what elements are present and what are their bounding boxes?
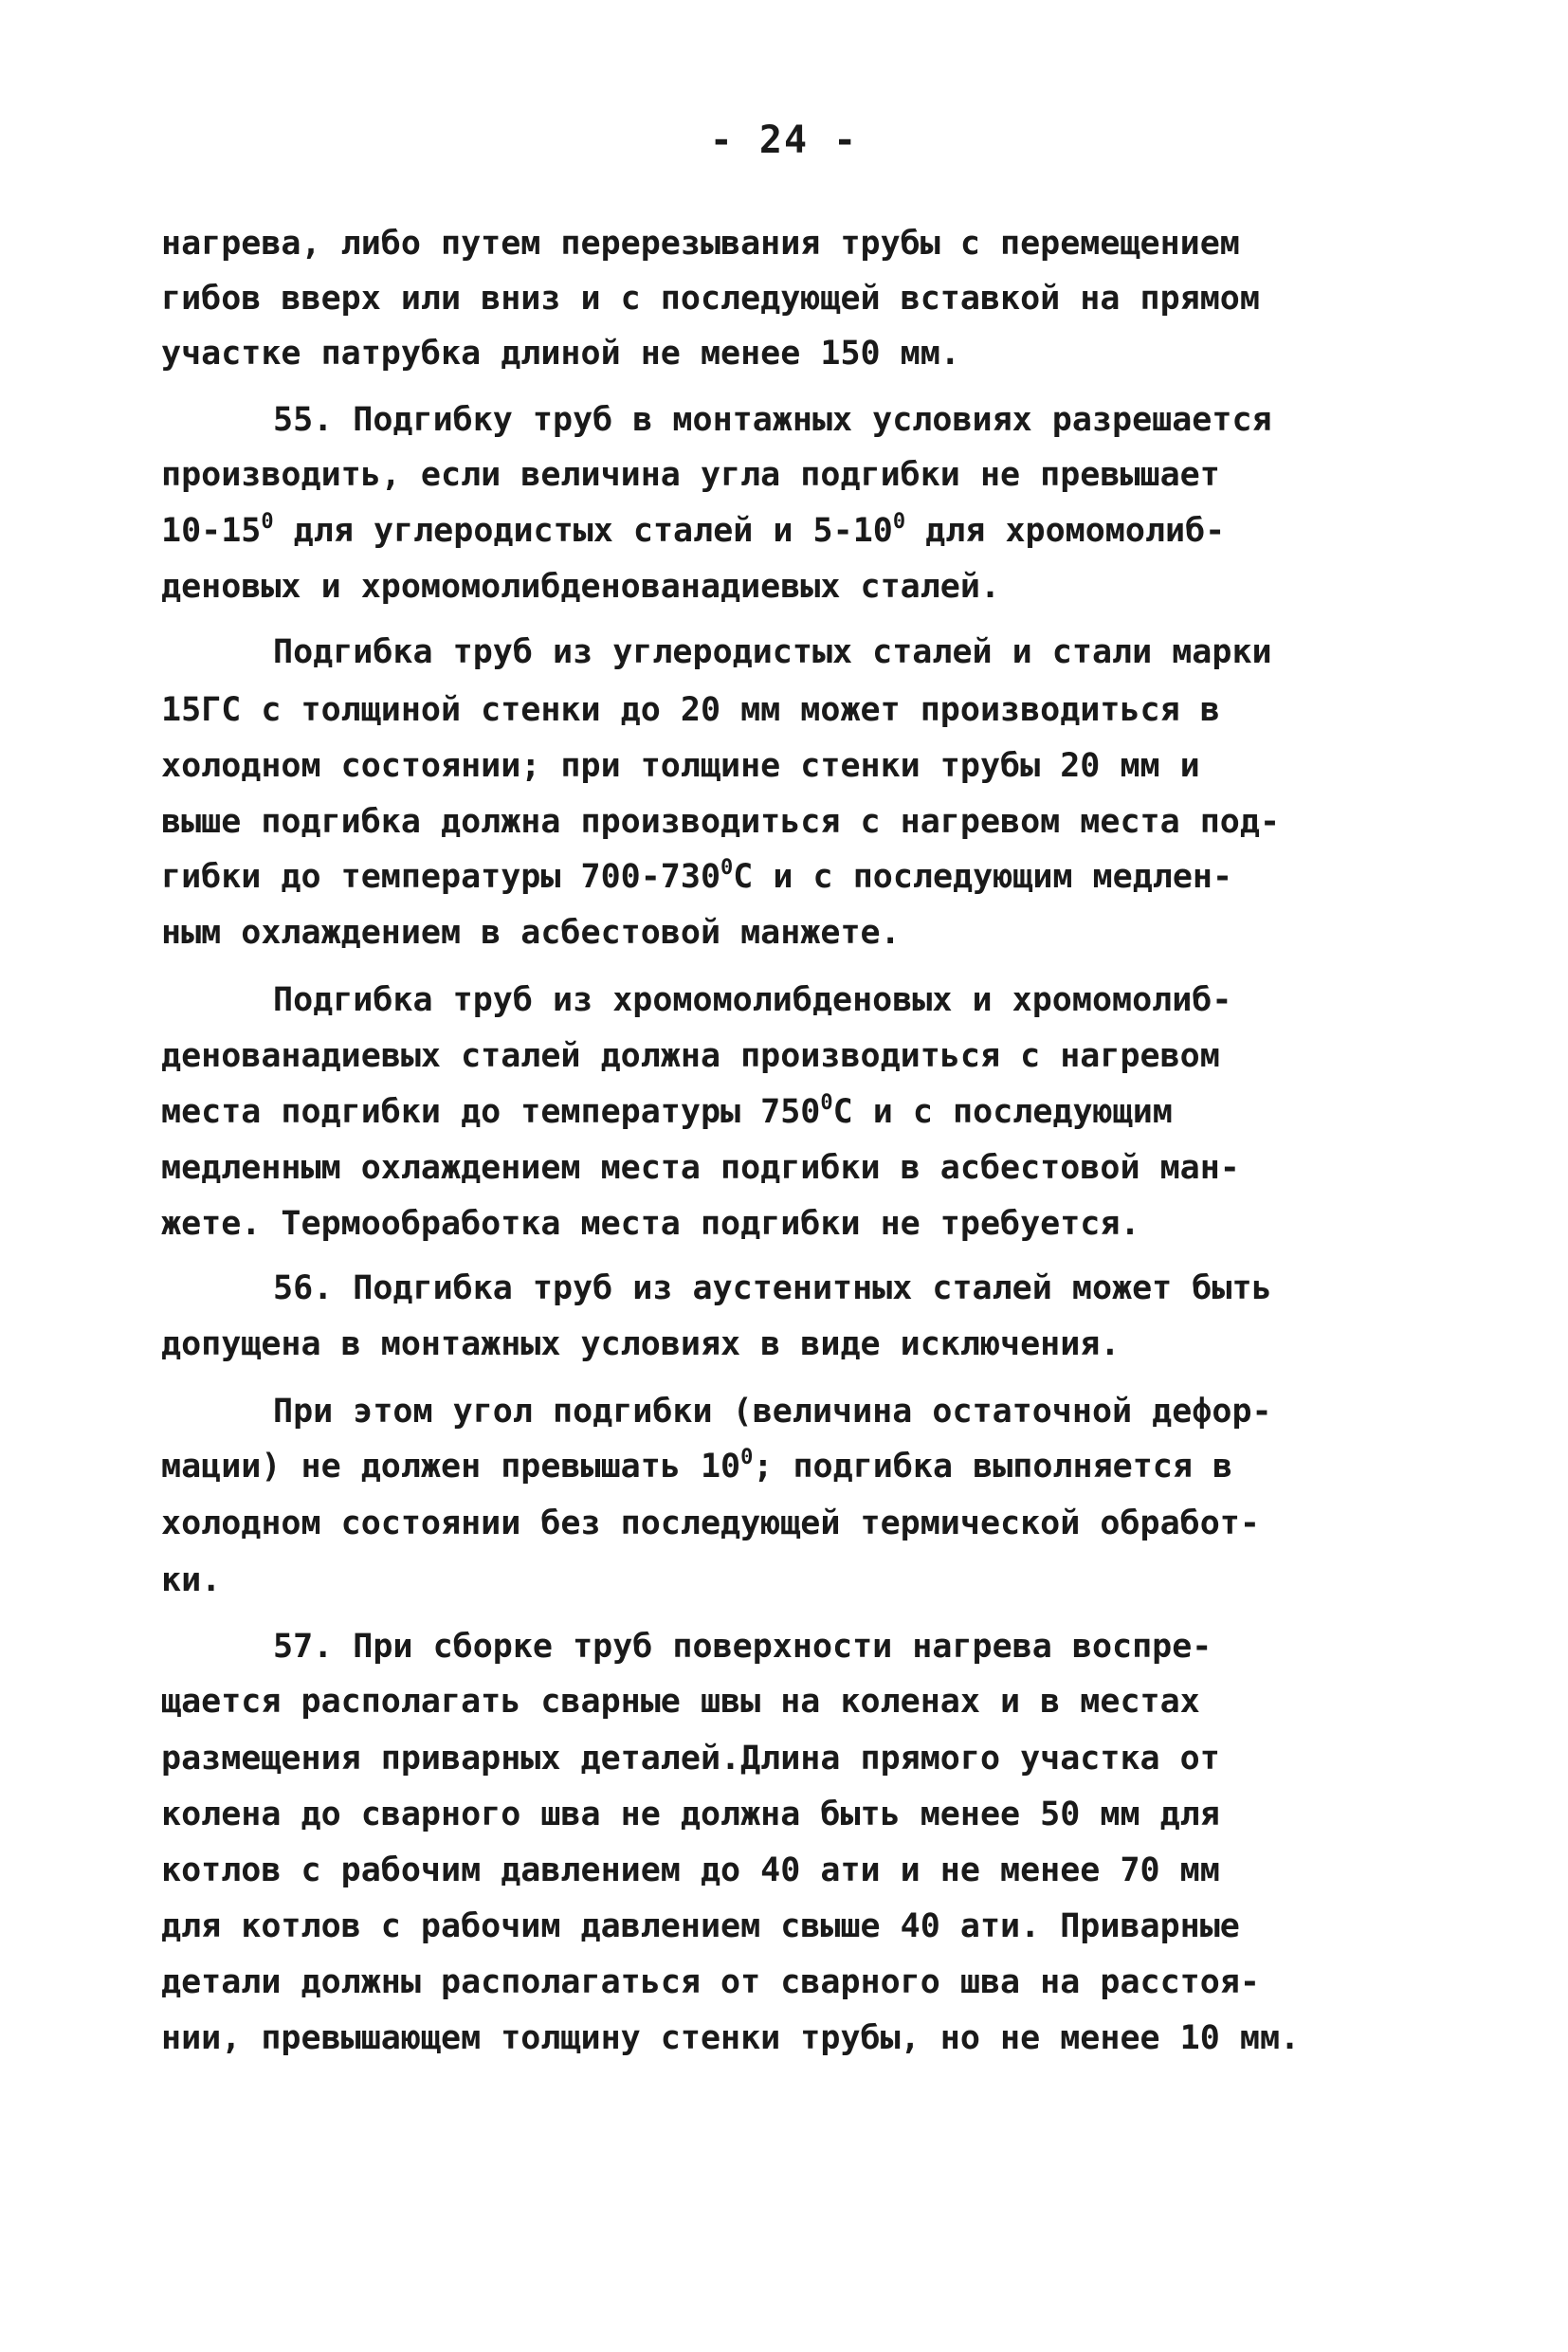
text-segment: колена до сварного шва не должна быть менее 50 мм для [161,1796,1220,1833]
text-line [161,454,1220,496]
text-line [161,1446,1232,1487]
text-segment: места подгибки до температуры 750 [161,1093,821,1131]
text-line [161,278,1260,319]
text-segment: для котлов с рабочим давлением свыше 40 ати. Приварные [161,1907,1240,1945]
text-line [161,1323,1120,1365]
text-segment: С и с последующим [832,1093,1173,1131]
text-line [161,1738,1220,1779]
text-segment: ки. [161,1561,222,1599]
text-segment: для хромомолиб- [905,512,1226,550]
text-segment: ; подгибка выполняется в [753,1448,1233,1486]
text-segment: холодном состоянии без последующей термической обработ- [161,1504,1260,1542]
text-line [161,1905,1240,1947]
text-segment: котлов с рабочим давлением до 40 ати и не менее 70 мм [161,1851,1220,1889]
text-segment: нии, превышающем толщину стенки трубы, но не менее 10 мм. [161,2019,1301,2057]
text-segment: 57. При сборке труб поверхности нагрева воспре- [273,1628,1212,1666]
text-segment: Подгибка труб из углеродистых сталей и стали марки [273,633,1272,671]
text-line [161,856,1232,898]
text-segment: гибов вверх или вниз и с последующей вставкой на прямом [161,280,1260,318]
text-segment: холодном состоянии; при толщине стенки трубы 20 мм и [161,747,1200,785]
text-line [161,1147,1240,1189]
text-segment: выше подгибка должна производиться с нагревом места под- [161,803,1281,841]
text-segment: допущена в монтажных условиях в виде исключения. [161,1325,1121,1363]
text-segment: Подгибка труб из хромомолибденовых и хромомолиб- [273,981,1232,1019]
text-line [161,1961,1260,2003]
superscript-degree: 0 [820,1091,833,1115]
text-line [161,1850,1220,1891]
text-segment: гибки до температуры 700-730 [161,858,721,896]
text-line [273,1626,1212,1668]
text-segment: 10-15 [161,512,262,550]
text-line [161,745,1200,787]
text-segment: 56. Подгибка труб из аустенитных сталей может быть [273,1269,1272,1307]
superscript-degree: 0 [261,510,274,534]
text-segment: мации) не должен превышать 10 [161,1448,741,1486]
superscript-degree: 0 [740,1446,754,1469]
text-segment: жете. Термообработка места подгибки не требуется. [161,1205,1140,1243]
page-number: - 24 - [709,119,859,162]
text-line [273,399,1272,441]
text-line [161,689,1220,731]
text-line [161,566,1000,608]
text-line [161,1794,1220,1835]
text-segment: деновых и хромомолибденованадиевых сталей. [161,568,1001,606]
text-line [161,1091,1173,1133]
text-line [161,1503,1260,1544]
text-line [161,912,901,954]
text-line [273,631,1272,673]
text-segment: При этом угол подгибки (величина остаточной дефор- [273,1393,1272,1431]
superscript-degree: 0 [892,510,906,534]
text-segment: щается располагать сварные швы на коленах и в местах [161,1683,1200,1721]
text-line [273,1267,1272,1309]
text-line [273,1391,1272,1432]
text-line [161,1681,1200,1723]
text-line [161,1559,221,1601]
text-line [273,979,1231,1021]
text-segment: С и с последующим медлен- [733,858,1233,896]
text-segment: медленным охлаждением места подгибки в асбестовой ман- [161,1149,1240,1187]
text-segment: ным охлаждением в асбестовой манжете. [161,914,901,952]
text-segment: участке патрубка длиной не менее 150 мм. [161,335,960,373]
text-segment: нагрева, либо путем перерезывания трубы с перемещением [161,225,1240,263]
text-line [161,333,960,374]
text-line [161,801,1280,843]
text-segment: денованадиевых сталей должна производиться с нагревом [161,1037,1220,1075]
text-segment: размещения приварных деталей.Длина прямого участка от [161,1740,1220,1778]
text-segment: 55. Подгибку труб в монтажных условиях разрешается [273,401,1272,439]
text-line [161,510,1225,552]
text-segment: 15ГС с толщиной стенки до 20 мм может производиться в [161,691,1220,729]
text-segment: производить, если величина угла подгибки не превышает [161,456,1220,494]
text-line [161,1203,1140,1245]
text-segment: для углеродистых сталей и 5-10 [273,512,893,550]
text-line [161,1035,1220,1077]
text-line [161,2017,1300,2059]
text-line [161,223,1240,264]
superscript-degree: 0 [720,856,734,880]
text-segment: детали должны располагаться от сварного шва на расстоя- [161,1963,1260,2001]
